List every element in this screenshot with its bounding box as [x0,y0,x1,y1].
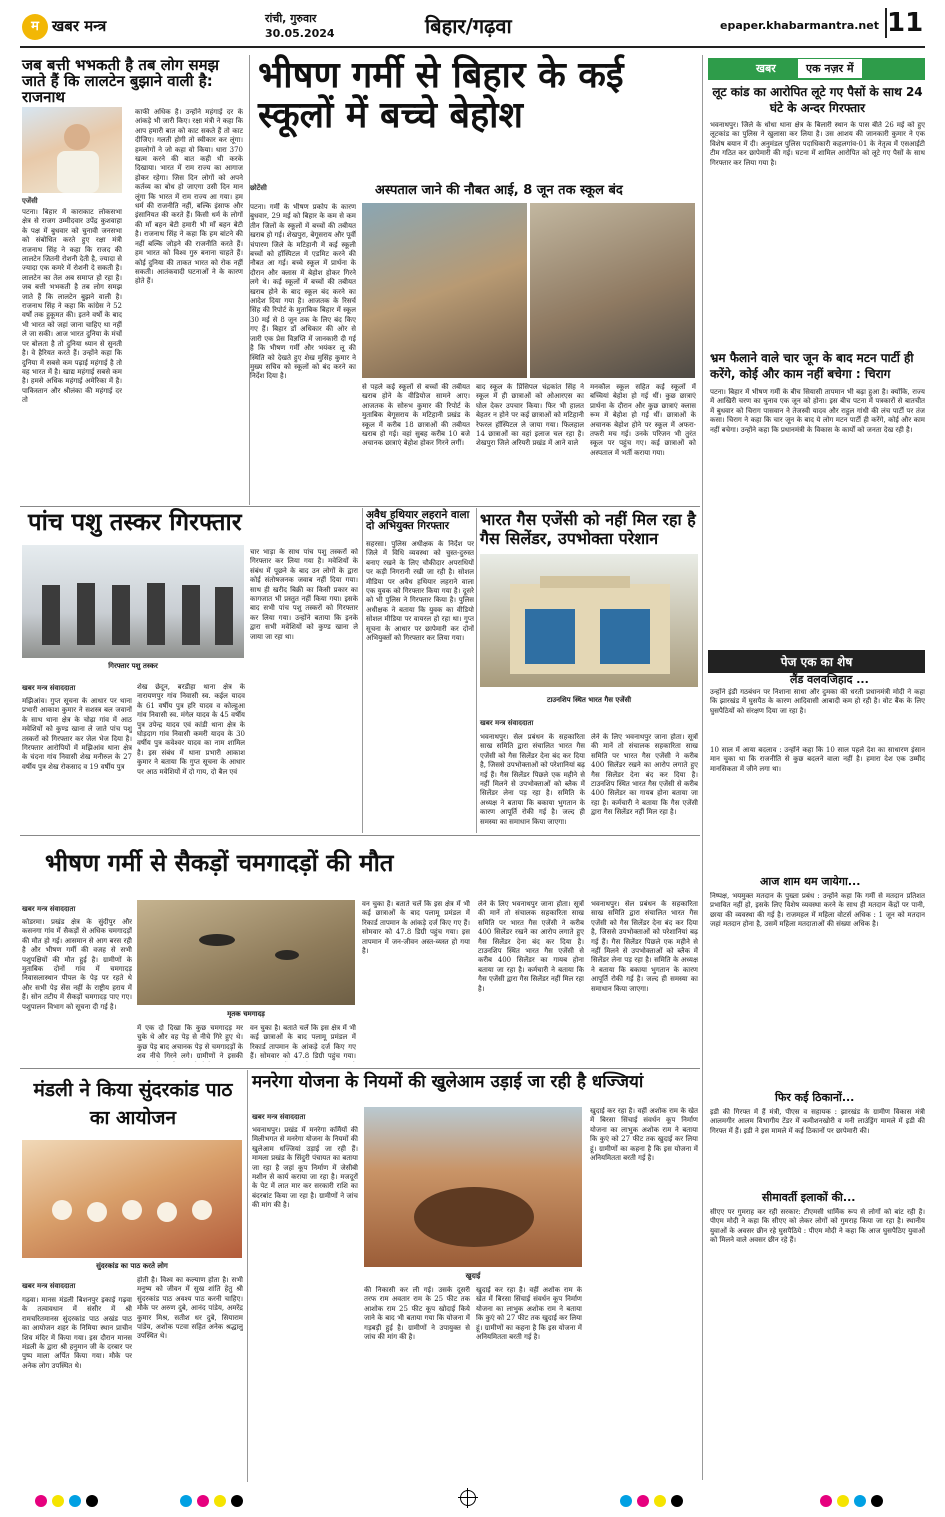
logo-text: खबर मन्त्र [52,17,107,35]
box-item1-headline: लैंड वलवजिहाद ... [790,673,869,686]
pashu-body-col2: शेख छेदून, बरडीहा थाना क्षेत्र के नारायणपुर गांव निवासी स्व. कईल यादव के 61 वर्षीय पुत्र हरि यादव व कोल्हुआ गांव निवासी स्व. मंगेल यादव के 45 वर्षीय पुत्र उपेन्द्र यादव एवं कांडी थाना क्षेत्र के घोड़दाग गांव निवासी कमरी यादव के 30 वर्षीय पुत्र कवेश्वर यादव का नाम शामिल है। इस संबंध में थाना प्रभारी आकाश कुमार ने बताया कि गुप्त सूचना के आधार पर आठ मवेशियों में दो गाय, दो बैल एवं [137,683,245,776]
box-item2-body: निष्पक्ष, भयमुक्त मतदान के पुख्ता प्रबंध : उन्होंने कहा कि गर्मी से मतदान प्रतिशत प्रभावित नहीं हो, इसके लिए विशेष व्यवस्था करने के साथ ही मतदान केंद्रों पर पानी, छाया की व्यवस्था की गई है। राजमहल में महिला वोटर्स अधिक : 1 जून को मतदान जहां मतदान होना है, उसमें महिला मतदाताओं की संख्या अधिक है। [710,892,925,929]
sundarkand-body-col2: होती है। विश्व का कल्याण होता है। सभी मनुष्य को जीवन में सुख शांति हेतु श्री सुंदरकांड पाठ अवश्य पाठ करनी चाहिए। मौके पर अरुण दुबे, आनंद पांडेय, अमरेंद्र कुमार मिश्र, सतीश धर दुबे, सियाराम पांडेय, अशोक पटवा सहित अनेक श्रद्धालु उपस्थित थे। [137,1276,243,1341]
prayer-gathering-illustration [22,1140,242,1258]
website-url[interactable]: epaper.khabarmantra.net [720,19,879,32]
sidebar-item2-body: पटना। बिहार में भीषण गर्मी के बीच सियासी तापमान भी बढ़ा हुआ है। क्योंकि, राज्य में आखिरी चरण का चुनाव एक जून को होना। इस बीच पटना में पत्रकारों से बातचीत में बुधवार को चिराग पासवान ने तेजस्वी यादव और राहुल गांधी की लंच पार्टी पर तंज कसा। चिराग ने कहा कि चार जून के बाद ये लोग मटन पार्टी ही करेंगे, कोई और काम नहीं बचेगा। उन्होंने कहा कि प्रधानमंत्री के विकास के कार्यों को जनता देख रही है। [710,388,925,434]
pashu-body-col1: मझिआंव। गुप्त सूचना के आधार पर थाना प्रभारी आकाश कुमार ने सशस्त्र बल जवानों के साथ थाना क्षेत्र के चोढ़ा गांव में आठ मवेशियों को कुण्ड खाना ले जाते पांच पशु तस्करों को गिरफ्तार कर जेल भेज दिया है। गिरफ्तार आरोपियों में मझिआंव थाना क्षेत्र के चंदना गांव निवासी शेख मनीरुल के 27 वर्षीय पुत्र शेख रोकसाद व 19 वर्षीय पुत्र [22,697,132,771]
mgnrega-body-col3: खुदाई कर रहा है। वहीं अशोक राम के खेत में बिरसा सिंचाई संवर्धन कूप निर्माण योजना का लाभुक अशोक राम ने बताया कि कुएं को 27 फीट तक खुदाई कर लिया हूं। ग्रामीणों का कहना है कि इस योजना में अनियमितता बरती गई है। [476,1286,582,1342]
bats-body-col3: वन चुका है। बताते चलें कि इस क्षेत्र में भी कई छात्राओं के बाद पलामू प्रमंडल में रिकार्ड तापमान के आंकड़े दर्ज किए गए हैं। सोमवार को 47.8 डिग्री पहुंच गया। [250,1024,356,1061]
main-photo-1 [362,203,527,378]
sundarkand-headline: मंडली ने किया सुंदरकांड पाठ का आयोजन [33,1079,233,1129]
rajnath-photo-caption: एजेंसी [22,197,38,205]
bats-headline: भीषण गर्मी से सैकड़ों चमगादड़ों की मौत [45,849,394,877]
dead-bats-illustration [137,900,355,1005]
bats-byline: खबर मन्त्र संवाददाता [22,905,76,913]
print-registration-strip [20,1488,925,1508]
pashu-photo-caption: गिरफ्तार पशु तस्कर [108,662,158,670]
pashu-headline: पांच पशु तस्कर गिरफ्तार [28,508,242,536]
rajnath-headline: जब बत्ती भभकती है तब लोग समझ जाते हैं कि लालटेन बुझाने वाली है: राजनाथ [22,56,219,106]
page-number: 11 [887,8,924,38]
color-dots-left [35,1492,103,1511]
section-title: बिहार/गढ़वा [425,14,512,38]
arrested-men-figures [22,545,244,658]
mgnrega-headline: मनरेगा योजना के नियमों की खुलेआम उड़ाई जा रही है धज्जियां [252,1072,644,1092]
gas-body-col1: भवनाथपुर। सेल प्रबंधन के सहकारिता साख समिति द्वारा संचालित भारत गैस एजेंसी को गैस सिलेंडर देना बंद कर दिया है, जिससे उपभोक्ताओं को परेशानियां बढ़ गई हैं। गैस सिलेंडर पिछले एक महीने से नहीं मिलने से उपभोक्ताओं को ब्लैक में सिलेंडर लेना पड़ रहा है। समिति के अध्यक्ष ने बताया कि बकाया भुगतान के कारण आपूर्ति रोकी गई है। जल्द ही समस्या का समाधान किया जाएगा। [480,733,585,826]
mgnrega-body-col1: भवनाथपुर। प्रखंड में मनरेगा कर्मियों की मिलीभगत से मनरेगा योजना के नियमों की खुलेआम धज्जियां उड़ाई जा रही हैं। मामला प्रखंड के सिंदुरी पंचायत का बताया जा रहा है जहां कूप निर्माण में जेसीबी मशीन से कार्य कराया जा रहा है। मजदूरों के पेट में लात मार कर सरकारी राशि का बंदरबांट किया जा रहा है। ग्रामीणों ने जांच की मांग की है। [252,1126,358,1210]
sidebar-title: एक नज़र में [798,59,862,78]
bats-photo-caption: मृतक चमगादड़ [227,1010,265,1018]
main-byline: छोटेंसी [250,184,267,192]
main-photo-2 [530,203,695,378]
sundarkand-photo-caption: सुंदरकांड का पाठ करते लोग [96,1262,168,1270]
box-item1-body2: 10 साल में आया बदलाव : उन्होंने कहा कि 10 साल पहले देश का साधारण इंसान मान चुका था कि राजनीति से कुछ बदलने वाला नहीं है। हमारा देश एक उम्मीद मानसिकता में जीने लगा था। [710,746,925,773]
box-item3-headline: फिर कई ठिकानों... [775,1091,855,1104]
gas-agency-photo [480,554,698,687]
box-item2-headline: आज शाम थम जायेगा... [760,875,861,888]
sidebar-item1-headline: लूट कांड का आरोपित लूटे गए पैसों के साथ 24 घंटे के अन्दर गिरफ्तार [712,85,923,115]
mgnrega-photo-caption: खुदाई [465,1272,481,1280]
weapon-headline: अवैध हथियार लहराने वाला दो अभियुक्त गिरफ्तार [366,509,470,533]
sidebar-banner [708,58,925,80]
box-item4-body: सीएए पर गुमराह कर रही सरकार: टीएमसी धार्मिक रूप से लोगों को बांट रही है। पीएम मोदी ने कहा कि सीएए को लेकर लोगों को गुमराह किया जा रहा है। स्थानीय युवाओं के अवसर छीन रहे घुसपैठिये : पीएम मोदी ने कहा कि आज घुसपैठिए युवाओं को मिलने वाले अवसर छीन रहे हैं। [710,1208,925,1245]
gas-body-col2: लेने के लिए भवनाथपुर जाना होता। सूत्रों की मानें तो संचालक सहकारिता साख समिति पर भारत गैस एजेंसी ने करीब 400 सिलेंडर रखने का आरोप लगाते हुए गैस सिलेंडर देना बंद कर दिया है। टाउनशिप स्थित भारत गैस एजेंसी से करीब 400 सिलेंडर का गायब होना बताया जा रहा है। कर्मचारी ने बताया कि गैस एजेंसी द्वारा गैस सिलेंडर नहीं मिल रहा है। [591,733,698,817]
box-item3-body: इडी की गिरफ्त में हैं मंत्री, पीएस व सहायक : झारखंड के ग्रामीण विकास मंत्री आलमगीर आलम विभागीय टेंडर में कमीशनखोरी व मनी लाउंड्रिंग मामले में इडी की गिरफ्त में हैं। इडी ने इस मामले में कई ठिकानों पर छापेमारी की। [710,1108,925,1135]
gas-byline: खबर मन्त्र संवाददाता [480,719,534,727]
main-body-col3: बाद स्कूल के प्रिंसिपल चंद्रकांत सिंह ने स्कूल में ही छात्राओं को ओआरएस का घोल देकर उपचार किया। फिर भी हालत बेहतर न होने पर कई छात्राओं को मटिहानी रेफरल हॉस्पिटल ले जाया गया। फिलहाल 14 छात्राओं का वहां इलाज चल रहा है। शेखपुरा जिले अरियरी प्रखंड में आने वाले [476,383,584,448]
masthead [20,8,925,48]
gas-body-col3: लेने के लिए भवनाथपुर जाना होता। सूत्रों की मानें तो संचालक सहकारिता साख समिति पर भारत गैस एजेंसी ने करीब 400 सिलेंडर रखने का आरोप लगाते हुए गैस सिलेंडर देना बंद कर दिया है। टाउनशिप स्थित भारत गैस एजेंसी से करीब 400 सिलेंडर का गायब होना बताया जा रहा है। कर्मचारी ने बताया कि गैस एजेंसी द्वारा गैस सिलेंडर नहीं मिल रहा है। [478,900,584,993]
main-subhead: अस्पताल जाने की नौबत आई, 8 जून तक स्कूल बंद [375,183,623,198]
color-dots-mid [180,1492,248,1511]
rajnath-photo [22,107,122,193]
sundarkand-photo [22,1140,242,1258]
mgnrega-byline: खबर मन्त्र संवाददाता [252,1113,306,1121]
weapon-body: सहरसा। पुलिस अधीक्षक के निर्देश पर जिले में विधि व्यवस्था को चुस्त-दुरुस्त बनाए रखने के लिए चौकीदार अपराधियों पर कड़ी निगरानी रखी जा रही है। सोशल मीडिया पर अवैध हथियार लहराने वाला एक युवक को गिरफ्तार किया गया है। दूसरे को भी पुलिस ने गिरफ्तार किया है। पुलिस अधीक्षक ने बताया कि युवक का वीडियो सोशल मीडिया पर वायरल हो रहा था। गुप्त सूचना के आधार पर छापेमारी कर दोनों अभियुक्तों को गिरफ्तार कर लिया गया। [366,540,474,643]
logo-badge: म [22,14,48,40]
rajnath-body-col2: काफी अधिक है। उन्होंने महंगाई दर के आंकड़े भी जारी किए। रक्षा मंत्री ने कहा कि आप हमारी बात को काट सकते हैं तो काट दीजिए। गलती होगी तो स्वीकार कर लूंगा। हमलोगों ने जो कहा वो किया। धारा 370 खत्म करने की बात कही थी करके दिखाया। भारत में राम राज्य का आगाज होकर रहेगा। जिस दिन लोगों को अपने कर्तव्य का बोध हो जाएगा उसी दिन मान लूंगा कि भारत में राम राज्य आ गया। हम धर्म की राजनीति नहीं, बल्कि इंसाफ और इंसानियत की करते हैं। किसी धर्म के लोगों की माँ बहन बेटी हमारी भी माँ बहन बेटी है। राजनाथ सिंह ने कहा कि हम बांटने की नहीं बल्कि जोड़ने की राजनीति करते हैं। हम भारत को विश्व गुरु बनाना चाहते हैं। कोई दुनिया की ताकत भारत को रोक नहीं सकती। आतंकवादी घटनाओं ने के कारण होते हैं। [135,108,243,286]
box-item1-body: उन्होंने इंडी गठबंधन पर निशाना साधा और दुमका की धरती प्रधानमंत्री मोदी ने कहा कि झारखंड में घुसपैठ के कारण आदिवासी आबादी कम हो रही है। वोट बैंक के लिए घुसपैठियों को संरक्षण दिया जा रहा है। [710,688,925,715]
mgnrega-body-col2: की निकासी कर ली गई। उसके दूसरी तरफ राम अवतार राम के 25 फीट तक आशोक राम 25 फीट कूप खोदाई किये जाने के बाद भी बताया गया कि योजना में गड़बड़ी हुई है। ग्रामीणों ने उपायुक्त से जांच की मांग की है। [364,1286,470,1342]
excavation-pit-illustration [364,1107,582,1267]
agency-building-illustration [480,554,698,687]
color-dots-right [620,1492,688,1511]
sidebar-item2-headline: भ्रम फैलाने वाले चार जून के बाद मटन पार्टी ही करेंगे, कोई और काम नहीं बचेगा : चिराग [710,351,914,381]
main-body-col4: मनकौल स्कूल सहित कई स्कूलों में बच्चियां बेहोश हो गई थीं। कुछ छात्राएं प्रार्थना के दौरान और कुछ छात्राएं क्लास रूम में बेहोश हो गई थीं। छात्राओं के अचानक बेहोश होने पर स्कूल में अफरा-तफरी मच गई। उनके परिजन भी तुरंत स्कूल पर पहुंच गए। कई छात्राओं को अस्पताल में भर्ती कराया गया। [590,383,696,457]
mgnrega-photo [364,1107,582,1267]
sidebar-box-title: पेज एक का शेष [708,650,925,673]
bats-body-col2: में एक दो दिखा कि कुछ चमगादड़ मर चुके थे और वह पेड़ से नीचे गिरे हुए थे। कुछ पेड़ बाद अचानक पेड़ से चमगादड़ों के शव नीचे गिरने लगे। ग्रामीणों ने इसकी [137,1024,243,1061]
sidebar-item1-body: भवनाथपुर। जिले के धोधा थाना क्षेत्र के बिलारी स्थान के पास बीते 26 मई को हुए लूटकांड का पुलिस ने खुलासा कर लिया है। उस आशय की जानकारी कुमार ने एक विशेष बयान में दी। अनुमंडल पुलिस पदाधिकारी कहलगांव-01 के नेतृत्व में एसआईटी टीम गठित कर छापेमारी की गई। घटना में शामिल आरोपित को लूटे गए पैसों के साथ गिरफ्तार कर लिया गया है। [710,121,925,167]
bats-body-col4: वन चुका है। बताते चलें कि इस क्षेत्र में भी कई छात्राओं के बाद पलामू प्रमंडल में रिकार्ड तापमान के आंकड़े दर्ज किए गए हैं। सोमवार को 47.8 डिग्री पहुंच गया। इस तापमान में जन-जीवन अस्त-व्यस्त हो गया है। [362,900,470,956]
main-body-col1: पटना। गर्मी के भीषण प्रकोप के कारण बुधवार, 29 मई को बिहार के कम से कम तीन जिलों के स्कूलों में बच्चों की तबीयत खराब हो गई। शेखपुरा, बेगूसराय और पूर्वी चंपारण जिले के मटिहानी में कई स्कूली बच्चों को हॉस्पिटल में एडमिट करने की नौबत आ गई। बच्चे स्कूल में प्रार्थना के दौरान और क्लास में बेहोश होकर गिरने लगे थे। कई स्कूलों में बच्चों की तबीयत खराब होने के बाद स्कूल बंद करने का आदेश दिया गया है। आजतक के रिसर्च सिंह की रिपोर्ट के मुताबिक बिहार में स्कूल 30 मई से 8 जून तक के लिए बंद किए गए हैं। बिहार डॉ अधिकार की ओर से जारी एक प्रेस विज्ञप्ति में जानकारी दी गई है कि भीषण गर्मी और भयंकर लू की स्थिति को देखते हुए शेख मुसिंह कुमार ने मुख्य सचिव को स्कूलों को बंद करने का निर्देश दिया है। [250,203,356,381]
gas-body-col4: भवनाथपुर। सेल प्रबंधन के सहकारिता साख समिति द्वारा संचालित भारत गैस एजेंसी को गैस सिलेंडर देना बंद कर दिया है, जिससे उपभोक्ताओं को परेशानियां बढ़ गई हैं। गैस सिलेंडर पिछले एक महीने से नहीं मिलने से उपभोक्ताओं को ब्लैक में सिलेंडर लेना पड़ रहा है। समिति के अध्यक्ष ने बताया कि बकाया भुगतान के कारण आपूर्ति रोकी गई है। जल्द ही समस्या का समाधान किया जाएगा। [591,900,698,993]
bats-body-col1: कोडरमा। प्रखंड क्षेत्र के सुंदीपुर और कसनगा गांव में सैकड़ों से अधिक चमगादड़ों की मौत हो गई। आसमान से आग बरस रही है और भीषण गर्मी की वजह से सभी पशुपक्षियों की मौत हुई है। ग्रामीणों के मुताबिक दोनों गांव में चमगादड़ निवासलास्थान पीपल के पेड़ पर रहते थे और सभी पेड़ सेंस नहीं के राष्ट्रीय हराय में हैं। सोन तटीय में सैकड़ों चमगादड़ पाए गए। पशुपालन विभाग को सूचना दी गई है। [22,918,132,1011]
sundarkand-body-col1: गढ़वा। मानस मंडली बिशनपुर इकाई गढ़वा के तत्वावधान में संसीर में श्री रामचरितमानस सुंदरकांड पाठ अखंड पाठ का आयोजन शहर के निमिया स्थान प्राचीन शिव मंदिर में किया गया। इस दौरान मानस मंडली के द्वारा श्री हनुमान जी के दरबार पर पुष्प माला अर्पित किया गया। मौके पर अनेक लोग उपस्थित थे। [22,1296,132,1370]
main-body-col2: से पहले कई स्कूलों से बच्चों की तबीयत खराब होने के वीडियोज सामने आए। आजतक के सोरुभ कुमार की रिपोर्ट के मुताबिक बेगूसराय के मटिहानी प्रखंड के स्कूल में करीब 18 छात्राओं की तबीयत खराब हो गई। वहां सुबह करीब 10 बजे अचानक छात्राएं बेहोश होकर गिरने लगीं। [362,383,470,448]
publication-date: 30.05.2024 [265,27,335,40]
pashu-photo [22,545,244,658]
gas-headline: भारत गैस एजेंसी को नहीं मिल रहा है गैस सिलेंडर, उपभोक्ता परेशान [480,510,696,548]
sidebar-tag: खबर [756,62,776,75]
main-headline: भीषण गर्मी से बिहार के कई स्कूलों में बच्चे बेहोश [258,55,624,136]
rajnath-body-col1: पटना। बिहार में काराकाट लोकसभा क्षेत्र से राजग उम्मीदवार उपेंद्र कुशवाहा के पक्ष में बुधवार को चुनावी जनसभा को संबोधित करते हुए रक्षा मंत्री राजनाथ सिंह ने कहा कि राजद की लालटेन जितनी रोशनी देती है, ज्यादा से ज्यादा एक कमरे में रोशनी दे सकती है। लालटेन का तेल अब समाप्त हो रहा है। जब बत्ती भभकती है तब लोग समझ जाते हैं कि लालटेन बुझने वाली है। राजनाथ सिंह ने कहा कि कांग्रेस ने 52 वर्षों तक हुकूमत की। इतने वर्षों के बाद भी भारत को जहां जाना चाहिए था नहीं ले जा सकी। आज भारत दुनिया के मंचों पर बोलता है तो दुनिया ध्यान से सुनती है। वे हैरियत करते हैं। उन्होंने कहा कि दुनिया में सबसे कम पढ़ाई महंगाई है तो वह भारत में है। खाद्य महंगाई सबसे कम है। हमसे अधिक महंगाई अमेरिका में है। पाकिस्तान और श्रीलंका की महंगाई दर तो [22,208,122,405]
speaker-figure [22,107,122,193]
city-date: रांची, गुरुवार [265,12,317,25]
pashu-byline: खबर मन्त्र संवाददाता [22,684,76,692]
registration-crosshair-icon [460,1490,476,1506]
gas-photo-caption: टाउनशिप स्थित भारत गैस एजेंसी [546,696,632,704]
pashu-body-col3: चार भाड़ा के साथ पांच पशु तस्करों को गिरफ्तार कर लिया गया है। मवेशियों के संबंध में पूछने के बाद उन लोगों के द्वारा कोई संतोषजनक जवाब नहीं दिया गया। साथ ही खरीद बिक्री का किसी प्रकार का कागजात भी प्रस्तुत नहीं किया गया। इसके बाद सभी पांच पशु तस्करों को गिरफ्तार कर लिया गया। उन्होंने बताया कि इनके द्वारा सभी मवेशियों को कुण्ड खाना ले जाया जा रहा था। [250,548,358,641]
mgnrega-body-col4: खुदाई कर रहा है। वहीं अशोक राम के खेत में बिरसा सिंचाई संवर्धन कूप निर्माण योजना का लाभुक अशोक राम ने बताया कि कुएं को 27 फीट तक खुदाई कर लिया हूं। ग्रामीणों का कहना है कि इस योजना में अनियमितता बरती गई है। [590,1107,698,1163]
box-item4-headline: सीमावर्ती इलाकों की... [762,1191,856,1204]
color-dots-far-right [820,1492,888,1511]
sundarkand-byline: खबर मन्त्र संवाददाता [22,1282,76,1290]
bats-photo [137,900,355,1005]
